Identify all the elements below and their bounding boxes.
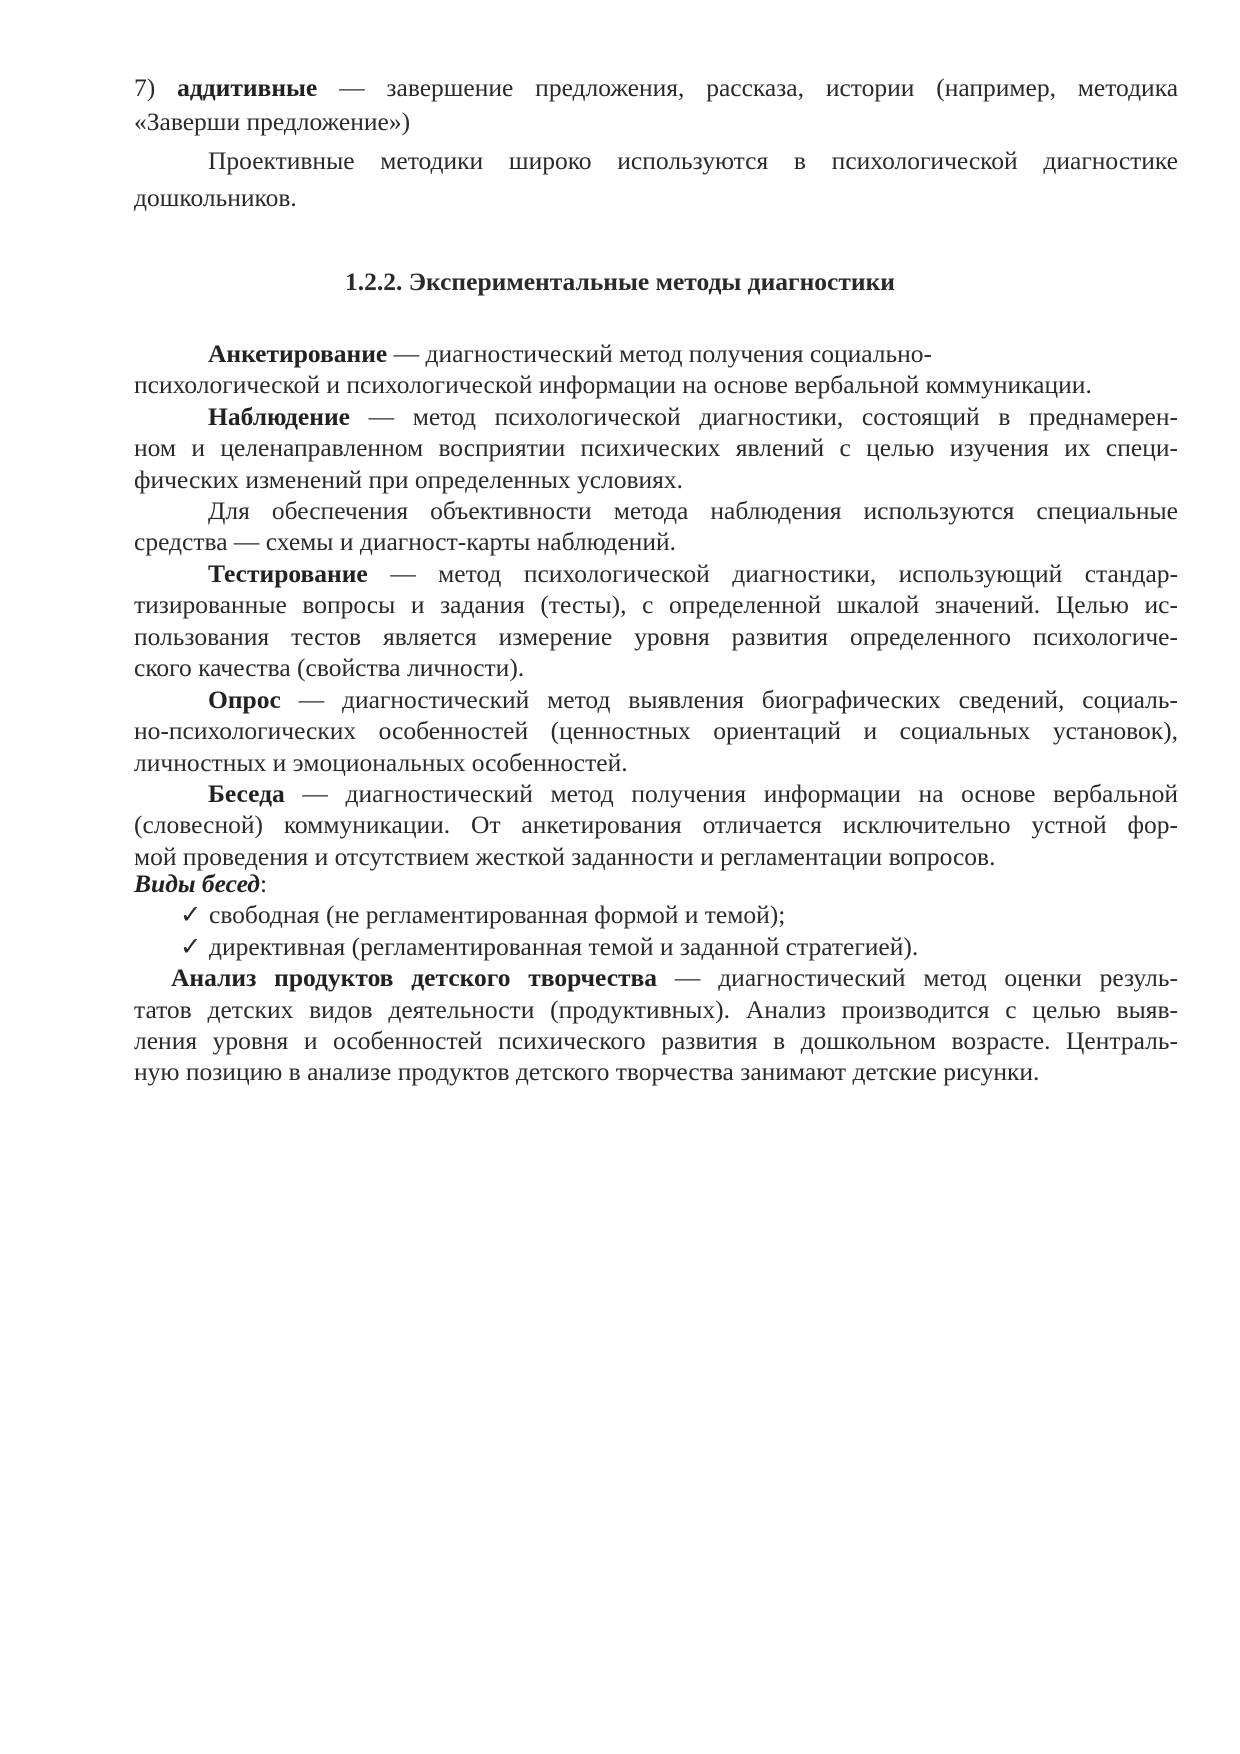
term-line (208, 558, 1178, 590)
text-line: дошкольников. (134, 183, 297, 212)
text-line: ления уровня и особенностей психического развития в дошкольном возрасте. Централь- (134, 1026, 1178, 1055)
text-line: мой проведения и отсутствием жесткой заданности и регламентации вопросов. (134, 842, 996, 871)
text-line: Для обеспечения объективности метода наблюдения используются специальные (208, 496, 1178, 525)
list-label: Виды бесед (134, 869, 260, 898)
text: — диагностический метод получения информации на основе вербальной (302, 779, 1178, 808)
term-line (208, 401, 1178, 433)
text-line: (словесной) коммуникации. От анкетирования отличается исключительно устной фор- (134, 810, 1178, 839)
text-line: «Заверши предложение») (134, 107, 411, 136)
text-line: ского качества (свойства личности). (134, 653, 525, 682)
text: — метод психологической диагностики, состоящий в преднамерен- (368, 402, 1178, 431)
text: директивная (регламентированная темой и заданной стратегией). (209, 932, 919, 961)
term: Тестирование (208, 559, 368, 588)
list-item (180, 931, 1178, 963)
colon: : (259, 869, 268, 898)
text: свободная (не регламентированная формой и темой); (209, 900, 786, 929)
text-line: но-психологических особенностей (ценностных ориентаций и социальных установок), (134, 716, 1178, 745)
text-line: фических изменений при определенных условиях. (134, 465, 684, 494)
text-line: тизированные вопросы и задания (тесты), с определенной шкалой значений. Целью ис- (134, 590, 1178, 619)
list-heading (134, 868, 1178, 900)
term: Анкетирование (208, 339, 388, 368)
term-line (208, 778, 1178, 810)
item7-line (134, 72, 1178, 104)
term: Наблюдение (208, 402, 350, 431)
text-line: средства — схемы и диагност-карты наблюдений. (134, 527, 676, 556)
text: — диагностический метод оценки резуль- (674, 963, 1179, 992)
text: — диагностический метод получения социально- (393, 339, 933, 368)
checkmark-icon: ✓ (180, 932, 202, 961)
term: Анализ продуктов детского творчества (171, 963, 658, 992)
text-line: пользования тестов является измерение уровня развития определенного психологиче- (134, 622, 1178, 651)
term-line (208, 684, 1178, 716)
term: Опрос (208, 685, 281, 714)
text: — завершение предложения, рассказа, истории (например, методика (339, 73, 1179, 102)
term: Беседа (208, 779, 285, 808)
item-number: 7) (134, 73, 156, 102)
text-line: личностных и эмоциональных особенностей. (134, 748, 628, 777)
text-line: психологической и психологической информации на основе вербальной коммуникации. (134, 370, 1092, 399)
text-line: ном и целенаправленном восприятии психических явлений с целью изучения их специ- (134, 433, 1178, 462)
text: — диагностический метод выявления биографических сведений, социаль- (298, 685, 1179, 714)
list-item (180, 899, 1178, 931)
text-line: ную позицию в анализе продуктов детского творчества занимают детские рисунки. (134, 1057, 1040, 1086)
checkmark-icon: ✓ (180, 900, 202, 929)
term-line (171, 962, 1178, 994)
term-line (208, 338, 1178, 370)
text: — метод психологической диагностики, использующий стандар- (390, 559, 1179, 588)
text-line: Проективные методики широко используются в психологической диагностике (208, 146, 1178, 175)
section-title: 1.2.2. Экспериментальные методы диагностики (345, 267, 895, 296)
term: аддитивные (177, 73, 318, 102)
text-line: татов детских видов деятельности (продуктивных). Анализ производится с целью выяв- (134, 995, 1178, 1024)
